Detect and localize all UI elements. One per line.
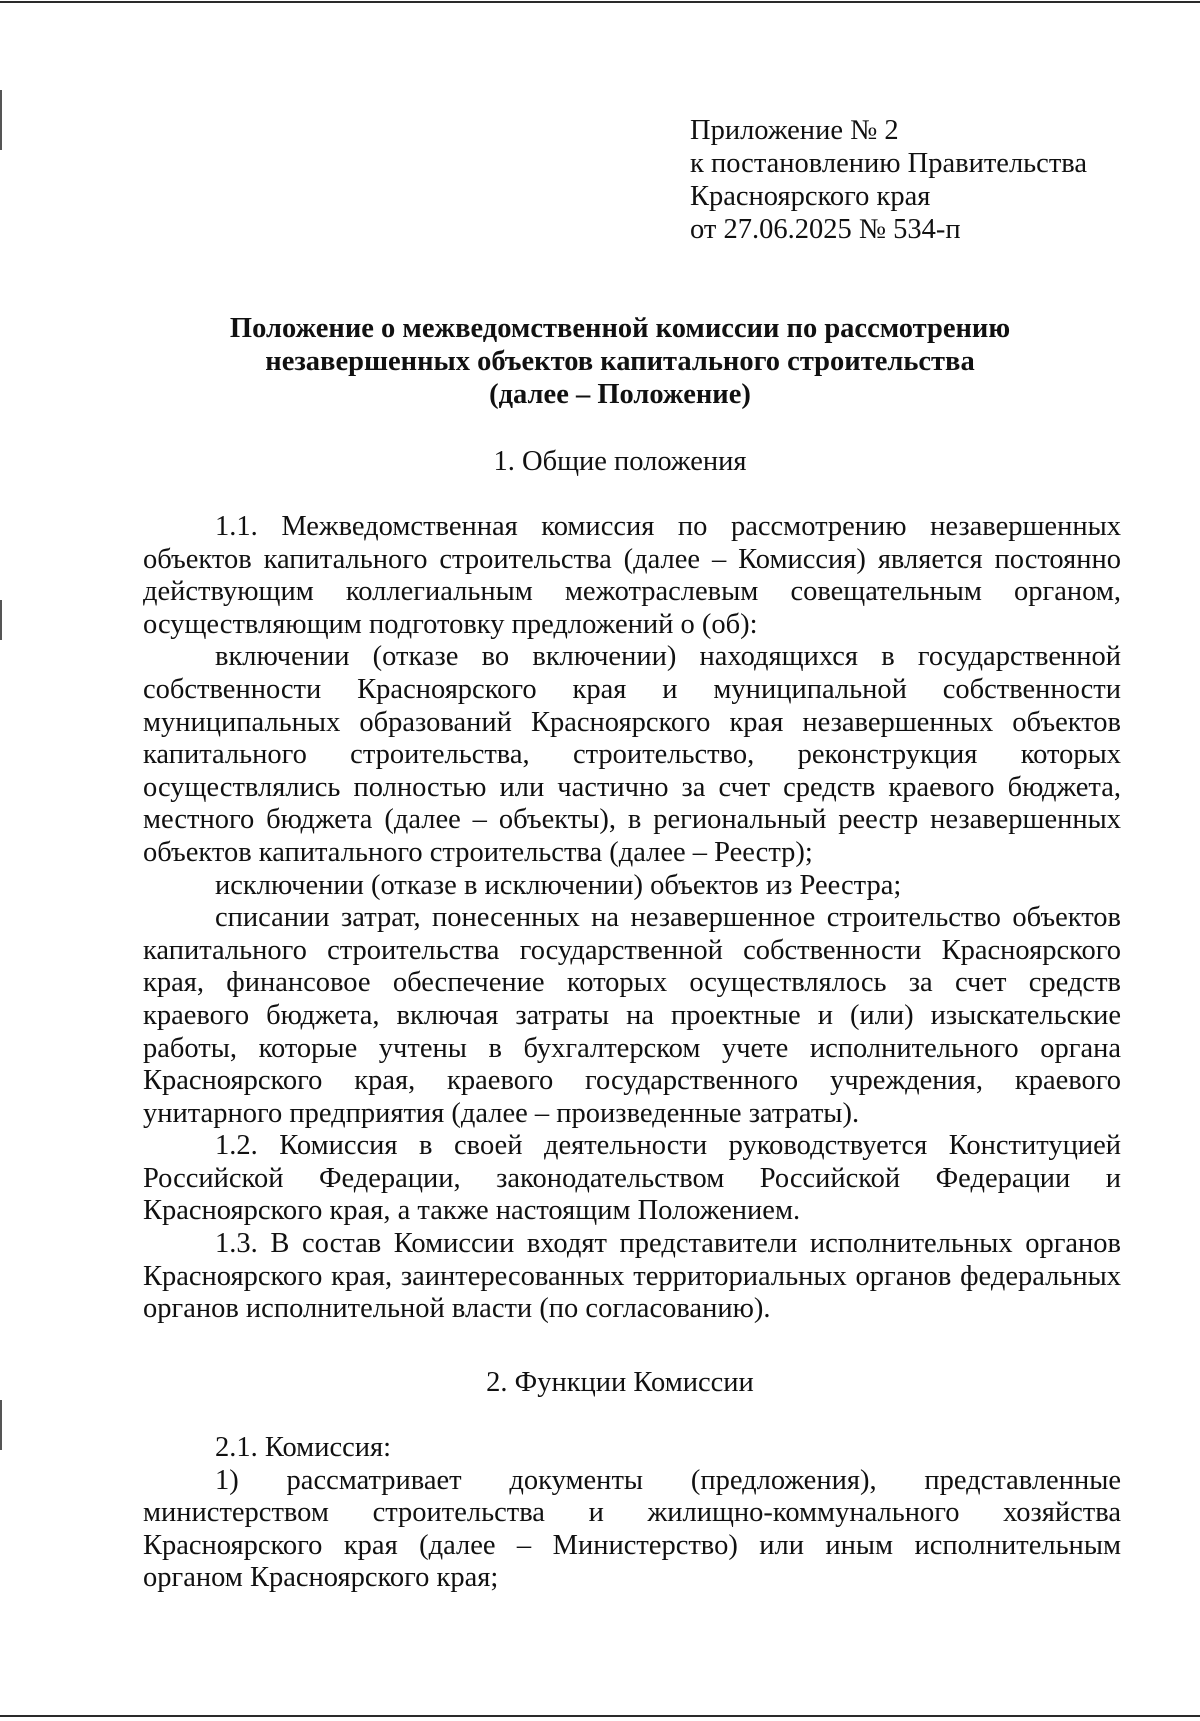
document-title [140, 312, 1100, 411]
title-line: Положение о межведомственной комиссии по рассмотрению [229, 313, 1011, 344]
paragraph: 1.1. Межведомственная комиссия по рассмотрению незавершенных объектов капитального строительства (далее – Комиссия) является постоянно действующим коллегиальным межотраслевым совещательным органом, осуществляющим подготовку предложений о (об): [143, 511, 1121, 640]
appendix-line: Красноярского края [690, 181, 931, 212]
paragraph: 1.3. В состав Комиссии входят представители исполнительных органов Красноярского края, заинтересованных территориальных органов федеральных органов исполнительной власти (по согласованию). [143, 1228, 1121, 1325]
paragraph: списании затрат, понесенных на незавершенное строительство объектов капитального строительства государственной собственности Красноярского края, финансовое обеспечение которых осуществлялось за счет средств краевого бюджета, включая затраты на проектные и (или) изыскательские работы, которые учтены в бухгалтерском учете исполнительного органа Красноярского края, краевого государственного учреждения, краевого унитарного предприятия (далее – произведенные затраты). [143, 902, 1121, 1129]
title-line: (далее – Положение) [489, 379, 751, 410]
title-line: незавершенных объектов капитального строительства [265, 346, 975, 377]
appendix-line: к постановлению Правительства [690, 148, 1088, 179]
appendix-block [690, 114, 1087, 246]
paragraph: 1.2. Комиссия в своей деятельности руководствуется Конституцией Российской Федерации, законодательством Российской Федерации и Красноярского края, а также настоящим Положением. [143, 1130, 1121, 1227]
section-1-heading: 1. Общие положения [493, 446, 747, 477]
scan-edge-mark [0, 1400, 2, 1450]
scan-border-bottom [0, 1715, 1200, 1717]
scan-border-top [0, 1, 1200, 3]
paragraph: включении (отказе во включении) находящихся в государственной собственности Красноярского края и муниципальной собственности муниципальных образований Красноярского края незавершенных объектов капитального строительства, строительство, реконструкция которых осуществлялись полностью или частично за счет средств краевого бюджета, местного бюджета (далее – объекты), в региональный реестр незавершенных объектов капитального строительства (далее – Реестр); [143, 641, 1121, 868]
paragraph: исключении (отказе в исключении) объектов из Реестра; [215, 869, 902, 901]
section-2-heading: 2. Функции Комиссии [486, 1367, 754, 1398]
section-1-body [143, 511, 1121, 1326]
section-2-body [143, 1432, 1121, 1595]
appendix-line: Приложение № 2 [690, 115, 899, 146]
scan-edge-mark [0, 90, 2, 150]
appendix-line: от 27.06.2025 № 534-п [690, 214, 961, 245]
paragraph: 1) рассматривает документы (предложения), представленные министерством строительства и жилищно-коммунального хозяйства Красноярского края (далее – Министерство) или иным исполнительным органом Красноярского края; [143, 1464, 1121, 1594]
scan-edge-mark [0, 600, 2, 640]
paragraph: 2.1. Комиссия: [215, 1432, 392, 1463]
